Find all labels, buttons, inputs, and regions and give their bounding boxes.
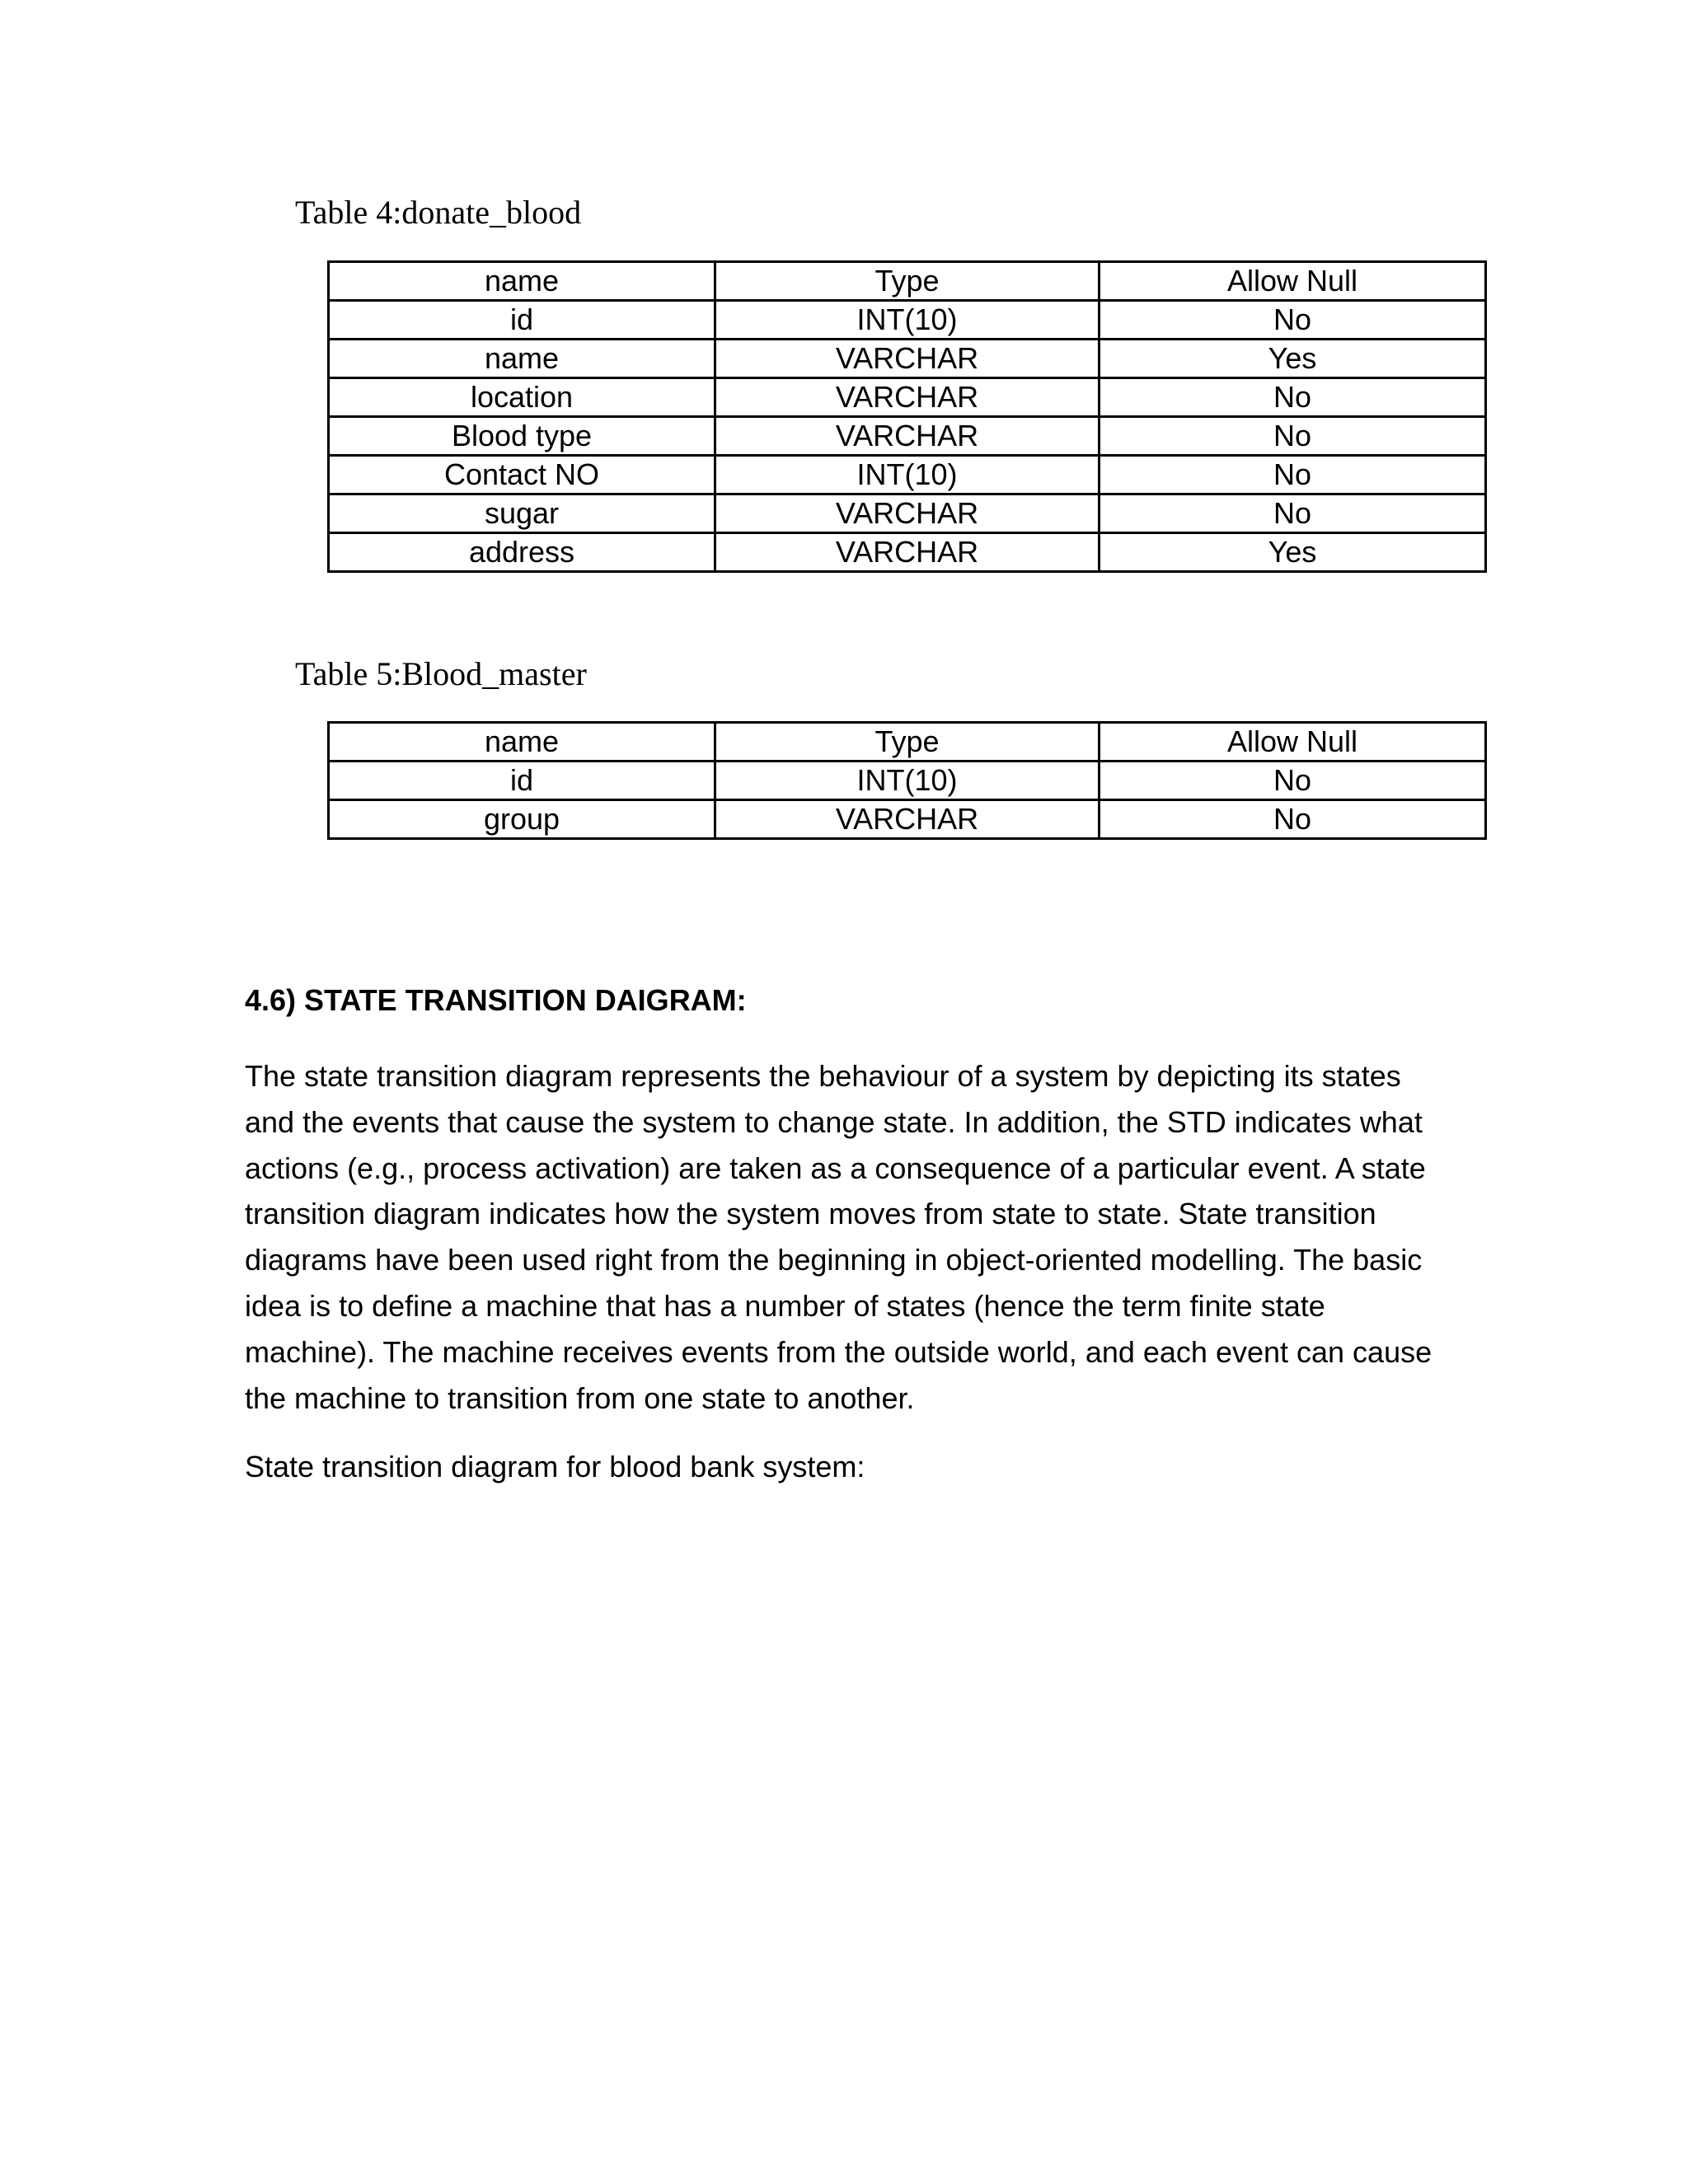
cell-allow-null: No: [1100, 800, 1486, 839]
table-row: [329, 800, 1486, 839]
cell-type: VARCHAR: [715, 340, 1100, 378]
table-header-row: [329, 723, 1486, 762]
table-row: [329, 494, 1486, 533]
cell-allow-null: No: [1100, 301, 1486, 340]
cell-type: VARCHAR: [715, 378, 1100, 417]
table-row: [329, 456, 1486, 494]
cell-type: INT(10): [715, 762, 1100, 800]
cell-type: VARCHAR: [715, 494, 1100, 533]
table-row: [329, 417, 1486, 456]
table-caption-blood-master: Table 5:Blood_master: [295, 655, 587, 692]
cell-name: sugar: [329, 494, 715, 533]
diagram-intro-text: State transition diagram for blood bank system:: [245, 1450, 865, 1483]
cell-name: group: [329, 800, 715, 839]
cell-type: VARCHAR: [715, 417, 1100, 456]
cell-name: address: [329, 533, 715, 572]
header-cell-name: name: [329, 723, 715, 762]
cell-allow-null: No: [1100, 456, 1486, 494]
header-cell-allow-null: Allow Null: [1100, 262, 1486, 301]
cell-name: name: [329, 340, 715, 378]
table-header-row: [329, 262, 1486, 301]
header-cell-name: name: [329, 262, 715, 301]
table-caption-donate-blood: Table 4:donate_blood: [295, 194, 582, 231]
cell-name: Blood type: [329, 417, 715, 456]
cell-type: INT(10): [715, 456, 1100, 494]
cell-type: INT(10): [715, 301, 1100, 340]
table-row: [329, 301, 1486, 340]
cell-allow-null: No: [1100, 762, 1486, 800]
table-row: [329, 533, 1486, 572]
cell-type: VARCHAR: [715, 533, 1100, 572]
table-blood-master: [327, 721, 1487, 840]
cell-name: location: [329, 378, 715, 417]
cell-name: Contact NO: [329, 456, 715, 494]
body-paragraph: The state transition diagram represents the behaviour of a system by depicting its states and the events that cause the system to change state. In addition, the STD indicates what actions (e.g., process activation) are taken as a consequence of a particular event. A state transition diagram indicates how the system moves from state to state. State transition diagrams have been used right from the beginning in object-oriented modelling. The basic idea is to define a machine that has a number of states (hence the term finite state machine). The machine receives events from the outside world, and each event can cause the machine to transition from one state to another.: [245, 1059, 1432, 1415]
cell-allow-null: No: [1100, 494, 1486, 533]
cell-allow-null: Yes: [1100, 533, 1486, 572]
table-row: [329, 378, 1486, 417]
cell-allow-null: No: [1100, 417, 1486, 456]
header-cell-allow-null: Allow Null: [1100, 723, 1486, 762]
table-row: [329, 762, 1486, 800]
table-row: [329, 340, 1486, 378]
header-cell-type: Type: [715, 723, 1100, 762]
header-cell-type: Type: [715, 262, 1100, 301]
table-donate-blood: [327, 260, 1487, 573]
cell-name: id: [329, 762, 715, 800]
cell-allow-null: No: [1100, 378, 1486, 417]
section-heading: 4.6) STATE TRANSITION DAIGRAM:: [245, 983, 747, 1017]
cell-type: VARCHAR: [715, 800, 1100, 839]
cell-allow-null: Yes: [1100, 340, 1486, 378]
cell-name: id: [329, 301, 715, 340]
